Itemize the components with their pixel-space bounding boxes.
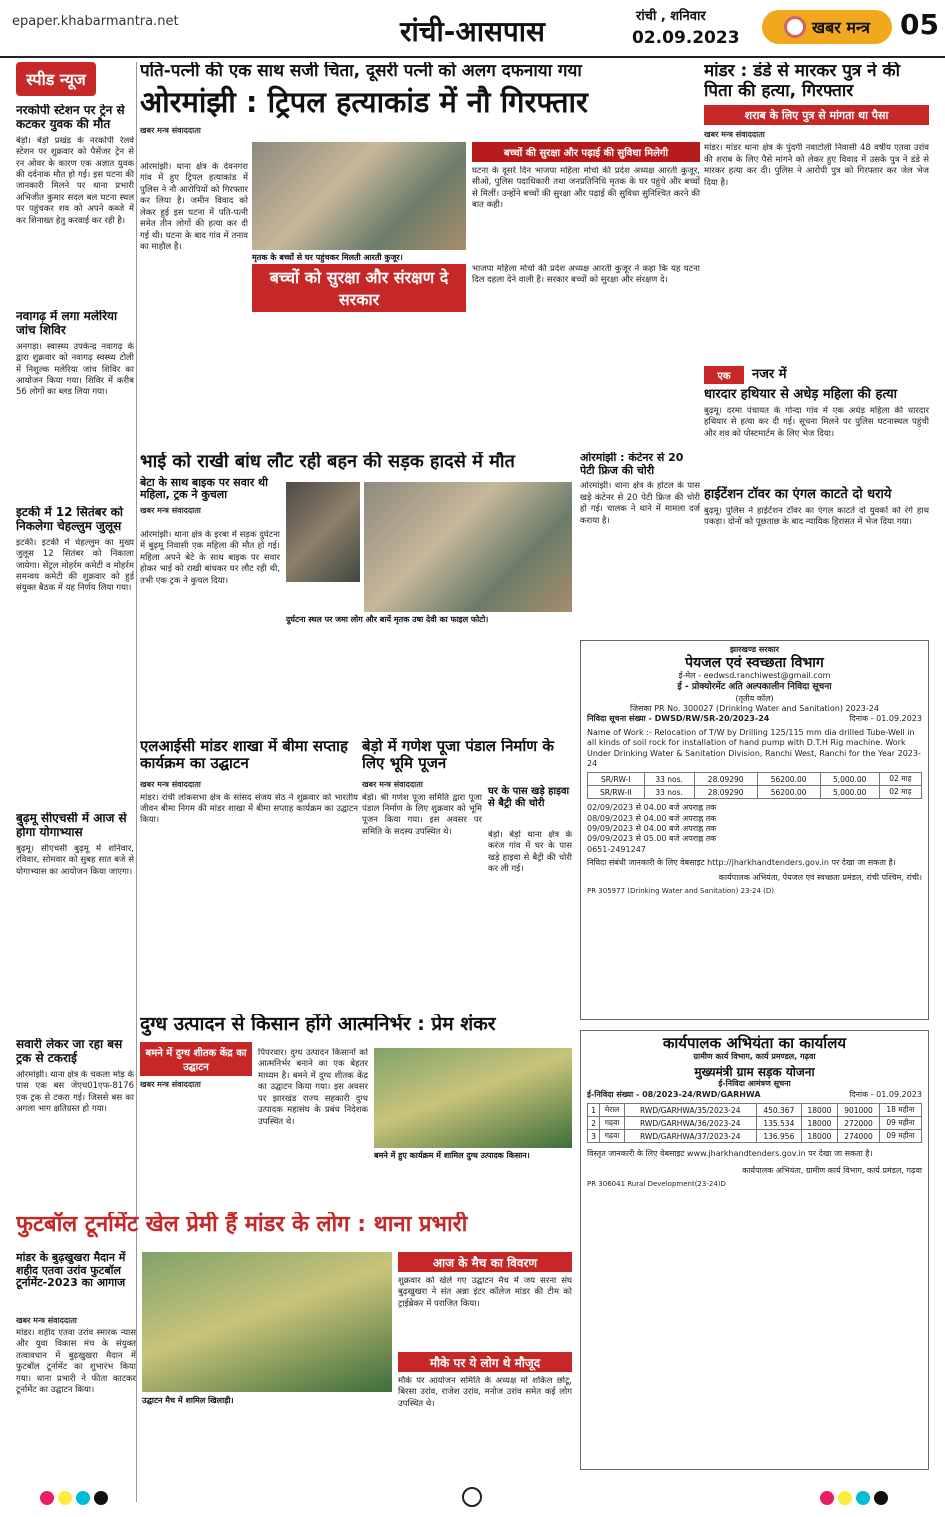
- color-mark: [76, 1491, 90, 1505]
- item-text: अनगड़ा। स्वास्थ्य उपकेन्द्र नवागढ़ के द्वारा शुक्रवार को नवागढ़ स्वस्थ्य टोली में निशुल्क मलेरिया जांच शिविर का आयोजन किया गया। शिविर में करीब 56 लोगों का ब्लड लिया गया।: [16, 341, 134, 398]
- color-mark: [94, 1491, 108, 1505]
- table-cell: 09 महीना: [880, 1117, 922, 1130]
- ek-nazar-head2: हाईटेंशन टॉवर का एंगल काटते दो धराये: [704, 486, 892, 502]
- table-cell: 02 माह: [879, 786, 921, 799]
- tender1-notice: ई - प्रोक्योरमेंट अति अल्पकालीन निविदा सूचना: [677, 681, 832, 692]
- tender1-sign: कार्यपालक अभियंता, पेयजल एवं स्वच्छता प्रमंडल, रांची पश्चिम, रांची।: [718, 872, 922, 882]
- item-head: इटकी में 12 सितंबर को निकलेगा चेहल्लुम जुलूस: [16, 506, 123, 533]
- match-banner: आज के मैच का विवरण: [398, 1252, 572, 1272]
- football-story: [16, 1212, 572, 1484]
- table-cell: SR/RW-II: [588, 786, 645, 799]
- table-cell: मेराल: [600, 1104, 625, 1117]
- table-row: [588, 1117, 922, 1130]
- tender2-ref: ई-निविदा संख्या - 08/2023-24/RWD/GARHWA: [587, 1089, 761, 1099]
- milk-headline: दुग्ध उत्पादन से किसान होंगे आत्मनिर्भर : प्रेम शंकर: [140, 1014, 496, 1035]
- table-cell: 450.367: [756, 1104, 801, 1117]
- tender1-phone: 0651-2491247: [587, 844, 646, 854]
- football-photo: [142, 1252, 392, 1392]
- ek-nazar-label: एक: [704, 366, 744, 384]
- item-head: बुढ़मू सीएचसी में आज से होगा योगाभ्यास: [16, 812, 127, 839]
- tender1-ref: निविदा सूचना संख्या - DWSD/RW/SR-20/2023-24: [587, 714, 770, 724]
- bero-puja-text: बेड़ो। श्री गणेश पूजा समिति द्वारा पूजा पंडाल निर्माण के लिए शुक्रवार को भूमि पूजन किया गया। इस अवसर पर समिति के सदस्य उपस्थित थे।: [362, 792, 482, 837]
- table-cell: 56200.00: [757, 786, 820, 799]
- tender1-date: दिनांक - 01.09.2023: [849, 714, 922, 724]
- table-cell: 02 माह: [879, 773, 921, 786]
- speed-news-item: [16, 104, 134, 304]
- item-head: नवागढ़ में लगा मलेरिया जांच शिविर: [16, 310, 118, 337]
- tender1-date-line: 09/09/2023 से 05.00 बजे अपराह्न तक: [587, 834, 717, 844]
- table-cell: 274000: [837, 1130, 879, 1143]
- table-cell: 18000: [801, 1117, 837, 1130]
- logo-text: खबर मन्त्र: [812, 18, 870, 37]
- bero-puja-byline: खबर मन्त्र संवाददाता: [362, 779, 423, 789]
- table-row: [588, 773, 922, 786]
- tender1-date-line: 09/09/2023 से 04.00 बजे अपराह्न तक: [587, 824, 717, 834]
- tender1-work: Name of Work :- Relocation of T/W by Drilling 125/115 mm dia drilled Tube-Well in all kinds of soil rock for installation of hand pump with D.T.H Rig machine. Work Under Drinking Water & Sanitation Division, Ranchi West, Ranchi for the Year 2023-24: [587, 727, 921, 768]
- tender1-date-line: 08/09/2023 से 04.00 बजे अपराह्न तक: [587, 813, 717, 823]
- table-cell: 136.956: [756, 1130, 801, 1143]
- callout-text: भाजपा महिला मोर्चा की प्रदेश अध्यक्ष आरती कुजूर ने कहा कि यह घटना दिल दहला देने वाली है। सरकार बच्चों को सुरक्षा और संरक्षण दे।: [472, 264, 700, 286]
- table-cell: RWD/GARHWA/36/2023-24: [624, 1117, 756, 1130]
- tender2-notice: ई-निविदा आमंत्रण सूचना: [718, 1079, 791, 1089]
- tender2-title: कार्यपालक अभियंता का कार्यालय: [662, 1034, 847, 1052]
- mandar-murder-headline: मांडर : डंडे से मारकर पुत्र ने की पिता की हत्या, गिरफ्तार: [704, 62, 900, 101]
- mandar-murder-byline: खबर मन्त्र संवाददाता: [704, 130, 765, 140]
- masthead: [0, 0, 945, 58]
- table-cell: SR/RW-I: [588, 773, 645, 786]
- football-lead: मांडर के बुढ़खुखरा मैदान में शहीद एतवा उरांव फुटबॉल टूर्नामेंट-2023 का आगाज: [16, 1251, 126, 1290]
- football-text: मांडर। शहीद एतवा उरांव स्मारक न्यास और युवा विकास मंच के संयुक्त तत्वावधान में बुढ़खुखरा मैदान में फुटबॉल टूर्नामेंट का शुभारंभ किया गया। थाना प्रभारी ने फीता काटकर टूर्नामेंट का उद्घाटन किया।: [16, 1328, 136, 1396]
- table-cell: 09 महीना: [880, 1130, 922, 1143]
- table-cell: 5,000.00: [820, 786, 879, 799]
- table-cell: 5,000.00: [820, 773, 879, 786]
- mandar-murder-text: मांडर। मांडर थाना क्षेत्र के पुंदगी नवाटोली निवासी 48 वर्षीय एतवा उरांव की शराब के लिए पैसे मांगने को लेकर हुए विवाद में उसके पुत्र ने डंडे से मारकर हत्या कर दी। पुलिस ने आरोपी पुत्र को गिरफ्तार कर जेल भेज दिया है।: [704, 143, 929, 188]
- milk-photo: [374, 1048, 572, 1148]
- ek-nazar-head1: धारदार हथियार से अधेड़ महिला की हत्या: [704, 387, 898, 402]
- table-cell: RWD/GARHWA/37/2023-24: [624, 1130, 756, 1143]
- rakhi-byline: खबर मन्त्र संवाददाता: [140, 505, 201, 515]
- tender2-table: [587, 1103, 922, 1143]
- tender1-table: [587, 772, 922, 799]
- edition-date: 02.09.2023: [632, 28, 740, 48]
- page-number: 05: [900, 8, 939, 41]
- bero-side-text: बेड़ो। बेड़ो थाना क्षेत्र के करंज गांव में घर के पास खड़े हाइवा से बैट्री की चोरी कर ली गई।: [488, 830, 572, 875]
- lead-byline: खबर मन्त्र संवाददाता: [140, 125, 201, 135]
- rakhi-photo-portrait: [286, 482, 360, 582]
- table-cell: RWD/GARHWA/35/2023-24: [624, 1104, 756, 1117]
- ek-nazar-text1: बुढ़मू। दरमा पंचायत के गोन्दा गांव में एक अधेड़ महिला की धारदार हथियार से हत्या कर दी गई। सूचना मिलने पर पुलिस घटनास्थल पहुंची और शव को पोस्टमार्टम के लिए भेज दिया।: [704, 405, 929, 439]
- color-mark: [838, 1491, 852, 1505]
- ek-nazar-header: [704, 366, 929, 384]
- lic-story: [140, 738, 358, 1008]
- tender1-email[interactable]: ई-मेल - eedwsd.ranchiwest@gmail.com: [678, 671, 831, 681]
- tender1-title: पेयजल एवं स्वच्छता विभाग: [685, 655, 824, 672]
- container-theft-text: ओरमांझी। थाना क्षेत्र के होटल के पास खड़े कंटेनर से 20 पेटी फ्रिज की चोरी हो गई। चालक ने थाने में मामला दर्ज कराया है।: [580, 481, 700, 526]
- tender2-footer: PR 306041 Rural Development(23-24)D: [587, 1180, 726, 1188]
- rakhi-photo-caption: दुर्घटना स्थल पर जमा लोग और बायें मृतक उषा देवी का फाइल फोटो।: [286, 615, 489, 624]
- section-title: रांची-आसपास: [400, 15, 545, 48]
- rakhi-sub: बेटा के साथ बाइक पर सवार थी महिला, ट्रक ने कुचला: [140, 475, 268, 502]
- table-cell: 33 nos.: [644, 773, 694, 786]
- table-cell: 28.09290: [694, 773, 757, 786]
- tender2-ref-row: [587, 1090, 922, 1100]
- tender1-ref-row: [587, 714, 922, 724]
- item-text: इटकी। इटकी में चेहल्लुम का मुख्य जुलूस 12 सितंबर को निकाला जायेगा। सेंट्रल मोहर्रम कमेटी व मोहर्रम समन्वय कमेटी की शुक्रवार को हुई संयुक्त बैठक में यह निर्णय लिया गया।: [16, 537, 134, 594]
- sub-banner: बच्चों की सुरक्षा और पढ़ाई की सुविधा मिलेगी: [472, 142, 700, 162]
- football-headline: फुटबॉल टूर्नामेंट खेल प्रेमी हैं मांडर के लोग : थाना प्रभारी: [16, 1212, 468, 1237]
- color-mark: [820, 1491, 834, 1505]
- brand-logo: [762, 10, 892, 44]
- match-text: शुक्रवार को खेले गए उद्घाटन मैच में जय सरना संघ बुढ़खुखरा ने संत अन्ना इंटर कॉलेज मांडर की टीम को ट्राईब्रेकर में पराजित किया।: [398, 1276, 572, 1309]
- lead-headline: ओरमांझी : ट्रिपल हत्याकांड में नौ गिरफ्तार: [140, 84, 588, 119]
- city-day: रांची , शनिवार: [636, 9, 706, 24]
- table-cell: गढ़वा: [600, 1117, 625, 1130]
- milk-banner: बमने में दुग्ध शीतक केंद्र का उद्घाटन: [140, 1042, 252, 1076]
- callout-box: बच्चों को सुरक्षा और संरक्षण दे सरकार: [252, 264, 466, 312]
- mandar-murder-banner: शराब के लिए पुत्र से मांगता था पैसा: [704, 105, 929, 125]
- lead-photo: [252, 142, 466, 250]
- lead-photo-caption: मृतक के बच्चों से घर पहुंचकर मिलती आरती कुजूर।: [252, 253, 403, 262]
- tender1-date-line: 02/09/2023 से 04.00 बजे अपराह्न तक: [587, 803, 717, 813]
- container-theft-story: [580, 452, 700, 637]
- table-row: [588, 1130, 922, 1143]
- mandar-murder-story: [704, 62, 929, 362]
- ek-nazar-label2: नजर में: [752, 366, 787, 382]
- tender2-scheme: मुख्यमंत्री ग्राम सड़क योजना: [694, 1064, 815, 1079]
- item-text: ओरमांझी। थाना क्षेत्र के चकला मोड़ के पास एक बस जेएच01एफ-8176 एक ट्रक से टकरा गई। जिससे बस का अगला भाग क्षतिग्रस्त हो गया।: [16, 1069, 134, 1114]
- bero-puja-headline: बेड़ो में गणेश पूजा पंडाल निर्माण के लिए भूमि पूजन: [362, 738, 554, 773]
- lead-story: [140, 62, 700, 452]
- site-url[interactable]: epaper.khabarmantra.net: [12, 14, 179, 29]
- table-cell: 3: [588, 1130, 600, 1143]
- milk-text: पिपरवार। दुग्ध उत्पादन किसानों को आत्मनिर्भर बनाने का एक बेहतर माध्यम है। बमने में दुग्ध शीतक केंद्र का उद्घाटन किया गया। इस अवसर पर झारखंड राज्य सहकारी दुग्ध उत्पादक महासंघ के प्रबंध निदेशक उपस्थित थे।: [258, 1048, 368, 1127]
- tender1-dept: झारखण्ड सरकार: [730, 645, 779, 654]
- speed-news-item: [16, 812, 134, 1032]
- color-mark: [874, 1491, 888, 1505]
- tender1-dates: [587, 803, 922, 845]
- table-cell: 18 महीना: [880, 1104, 922, 1117]
- speed-news-item: [16, 506, 134, 806]
- table-cell: 1: [588, 1104, 600, 1117]
- registration-icon: [462, 1487, 482, 1507]
- container-theft-headline: ओरमांझी : कंटेनर से 20 पेटी फ्रिज की चोरी: [580, 452, 684, 477]
- table-cell: 135.534: [756, 1117, 801, 1130]
- sub-text: घटना के दूसरे दिन भाजपा महिला मोर्चा की प्रदेश अध्यक्ष आरती कुजूर, सीओ, पुलिस पदाधिकारी तथा जनप्रतिनिधि मृतक के घर पहुंचे और बच्चों से मिलीं। उन्होंने बच्चों की सुरक्षा और पढ़ाई की सुविधा सुनिश्चित करने की बात कही।: [472, 166, 700, 211]
- tender1-site: निविदा संबंधी जानकारी के लिए वेबसाइट http://jharkhandtenders.gov.in पर देखा जा सकता है।: [587, 858, 896, 868]
- lic-text: मांडर। रांची लोकसभा क्षेत्र के सांसद संजय सेठ ने शुक्रवार को भारतीय जीवन बीमा निगम की मांडर शाखा में बीमा सप्ताह कार्यक्रम का उद्घाटन किया।: [140, 792, 358, 826]
- table-row: [588, 786, 922, 799]
- table-cell: 28.09290: [694, 786, 757, 799]
- tender2-sub: ग्रामीण कार्य विभाग, कार्य प्रमण्डल, गढ़वा: [693, 1052, 816, 1062]
- milk-byline: खबर मन्त्र संवाददाता: [140, 1079, 201, 1089]
- football-byline: खबर मन्त्र संवाददाता: [16, 1316, 77, 1325]
- table-cell: 56200.00: [757, 773, 820, 786]
- milk-photo-caption: बमने में हुए कार्यक्रम में शामिल दुग्ध उत्पादक किसान।: [374, 1151, 530, 1160]
- tender1-pr: जिसका PR No. 300027 (Drinking Water and Sanitation) 2023-24: [630, 703, 879, 713]
- ek-nazar-box: [704, 366, 929, 616]
- bero-side-head: घर के पास खड़े हाइवा से बैट्री की चोरी: [488, 786, 570, 809]
- table-cell: 901000: [837, 1104, 879, 1117]
- item-head: नरकोपी स्टेशन पर ट्रेन से कटकर युवक की मौत: [16, 104, 125, 131]
- item-text: बुढ़मू। सीएचसी बुढ़मू में शनिवार, रविवार, सोमवार को सुबह सात बजे से योगाभ्यास का आयोजन किया जाएगा।: [16, 843, 134, 877]
- rakhi-photo-scene: [364, 482, 572, 612]
- lead-text: ओरमांझी। थाना क्षेत्र के देवनगरा गांव में हुए ट्रिपल हत्याकांड में पुलिस ने नौ आरोपियों को गिरफ्तार कर लिया है। जमीन विवाद को लेकर हुई इस घटना में पति-पत्नी समेत तीन लोगों की हत्या कर दी गई थी। घटना के बाद गांव में तनाव का माहौल है।: [140, 162, 248, 253]
- logo-icon: [784, 16, 806, 38]
- color-mark: [856, 1491, 870, 1505]
- lic-byline: खबर मन्त्र संवाददाता: [140, 779, 201, 789]
- present-text: मौके पर आयोजन समिति के अध्यक्ष मो शकिल छोटू, बिरसा उरांव, राजेश उरांव, मनोज उरांव समेत कई लोग उपस्थित थे।: [398, 1376, 572, 1409]
- speed-news-item: [16, 310, 134, 500]
- table-cell: 18000: [801, 1104, 837, 1117]
- ek-nazar-text2: बुढ़मू। पुलिस ने हाईटेंशन टॉवर का एंगल काटते दो युवकों को रंगे हाथ पकड़ा। दोनों को पूछताछ के बाद न्यायिक हिरासत में भेज दिया गया।: [704, 505, 929, 528]
- present-banner: मौके पर ये लोग थे मौजूद: [398, 1352, 572, 1372]
- table-cell: 272000: [837, 1117, 879, 1130]
- tender2-site: विस्तृत जानकारी के लिए वेबसाइट www.jharkhandtenders.gov.in पर देखा जा सकता है।: [587, 1149, 873, 1159]
- tender2-sign: कार्यपालक अभियंता, ग्रामीण कार्य विभाग, कार्य प्रमंडल, गढ़वा: [742, 1165, 922, 1175]
- table-cell: 2: [588, 1117, 600, 1130]
- rakhi-headline: भाई को राखी बांध लौट रही बहन की सड़क हादसे में मौत: [140, 452, 515, 472]
- tender1-call: (तृतीय कॉल): [735, 693, 774, 703]
- item-head: सवारी लेकर जा रहा बस ट्रक से टकराई: [16, 1038, 123, 1065]
- speed-news-label: स्पीड न्यूज: [16, 62, 96, 96]
- milk-story: [140, 1014, 572, 1209]
- speed-news-column: [16, 62, 134, 1352]
- table-cell: 33 nos.: [644, 786, 694, 799]
- football-photo-caption: उद्घाटन मैच में शामिल खिलाड़ी।: [142, 1396, 234, 1405]
- item-text: बेड़ो। बेड़ो प्रखंड के नरकोपी रेलवे स्टेशन पर शुक्रवार को पैसेंजर ट्रेन से रन ओवर के कारण एक अज्ञात युवक की दर्दनाक मौत हो गई। इस घटना की जानकारी मिलने पर थाना प्रभारी अभिजीत कुमार सदल बल घटना स्थल पर पहुंचकर शव को अपने कब्जे में कर शिनाख्त हेतु करवाई कर रही है।: [16, 135, 134, 226]
- tender-notice-rwd: [580, 1030, 929, 1470]
- tender2-date: दिनांक - 01.09.2023: [849, 1089, 922, 1099]
- tender-notice-dwsd: [580, 640, 929, 1020]
- rakhi-text: ओरमांझी। थाना क्षेत्र के इरबा में सड़क दुर्घटना में बुढ़मू निवासी एक महिला की मौत हो गई। महिला अपने बेटे के साथ बाइक पर सवार होकर भाई को राखी बांधकर घर लौट रही थी, तभी एक ट्रक ने कुचल दिया।: [140, 530, 280, 586]
- color-mark: [58, 1491, 72, 1505]
- table-cell: गढ़वा: [600, 1130, 625, 1143]
- rakhi-story: [140, 452, 572, 732]
- table-cell: 18000: [801, 1130, 837, 1143]
- tender1-footer: PR 305977 (Drinking Water and Sanitation) 23-24 (D): [587, 887, 774, 896]
- lic-headline: एलआईसी मांडर शाखा में बीमा सप्ताह कार्यक्रम का उद्घाटन: [140, 738, 348, 773]
- lead-kicker: पति-पत्नी की एक साथ सजी चिता, दूसरी पत्नी को अलग दफनाया गया: [140, 62, 582, 81]
- color-mark: [40, 1491, 54, 1505]
- bero-puja-story: [362, 738, 572, 1008]
- table-row: [588, 1104, 922, 1117]
